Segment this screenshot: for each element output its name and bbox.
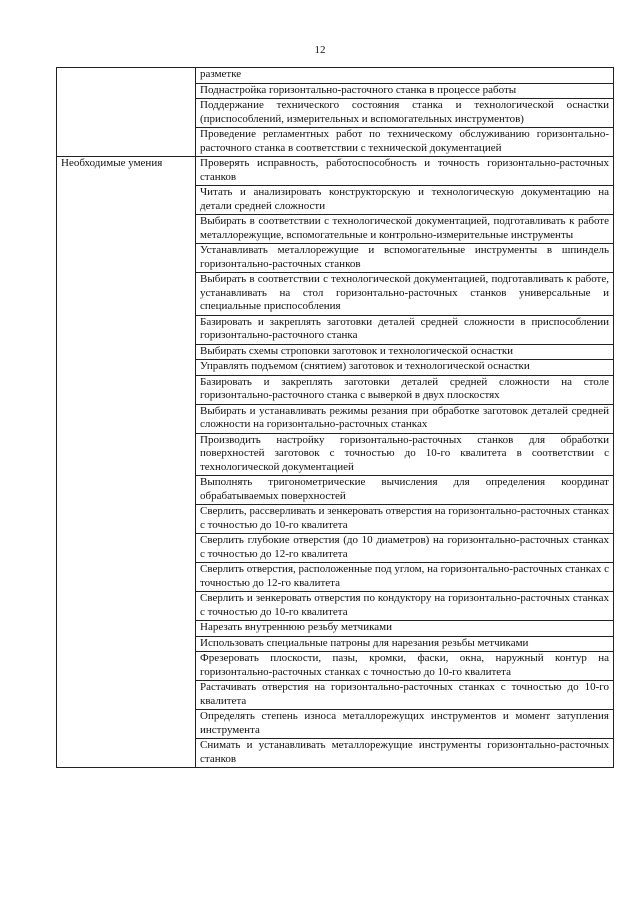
table-row	[57, 68, 614, 84]
table-cell: Выбирать схемы строповки заготовок и технологической оснастки	[196, 344, 614, 360]
table-cell: Использовать специальные патроны для нарезания резьбы метчиками	[196, 636, 614, 652]
table-row	[57, 157, 614, 186]
table-cell: Сверлить глубокие отверстия (до 10 диаметров) на горизонтально-расточных станках с точностью до 12-го квалитета	[196, 534, 614, 563]
table-cell: Растачивать отверстия на горизонтально-расточных станках с точностью до 10-го квалитета	[196, 681, 614, 710]
table-cell: Проведение регламентных работ по техническому обслуживанию горизонтально-расточного станка в соответствии с технической документацией	[196, 128, 614, 157]
table-cell: Поддержание технического состояния станка и технологической оснастки (приспособлений, измерительных и вспомогательных инструментов)	[196, 99, 614, 128]
table-cell: Сверлить отверстия, расположенные под углом, на горизонтально-расточных станках с точностью до 12-го квалитета	[196, 563, 614, 592]
table-cell: Поднастройка горизонтально-расточного станка в процессе работы	[196, 83, 614, 99]
category-cell-work-actions	[57, 68, 196, 157]
skills-table	[56, 67, 614, 768]
table-cell: Сверлить и зенкеровать отверстия по кондуктору на горизонтально-расточных станках с точностью до 10-го квалитета	[196, 592, 614, 621]
table-cell: Выбирать в соответствии с технологической документацией, подготавливать к работе, устанавливать на стол горизонтально-расточных станков универсальные и специальные приспособления	[196, 273, 614, 316]
table-cell: Базировать и закреплять заготовки деталей средней сложности в приспособлении горизонтально-расточного станка	[196, 315, 614, 344]
table-cell: Сверлить, рассверливать и зенкеровать отверстия на горизонтально-расточных станках с точностью до 10-го квалитета	[196, 505, 614, 534]
category-cell-required-skills: Необходимые умения	[57, 157, 196, 768]
table-cell: Производить настройку горизонтально-расточных станков для обработки поверхностей заготовок с точностью до 10-го квалитета в соответствии с технологической документацией	[196, 433, 614, 476]
table-cell: Читать и анализировать конструкторскую и технологическую документацию на детали средней сложности	[196, 186, 614, 215]
table-cell: Снимать и устанавливать металлорежущие инструменты горизонтально-расточных станков	[196, 739, 614, 768]
table-cell: Выбирать и устанавливать режимы резания при обработке заготовок деталей средней сложности на горизонтально-расточных станках	[196, 404, 614, 433]
table-cell: Выбирать в соответствии с технологической документацией, подготавливать к работе металлорежущие, вспомогательные и контрольно-измерительные инструменты	[196, 215, 614, 244]
table-cell: Базировать и закреплять заготовки деталей средней сложности на столе горизонтально-расточного станка с выверкой в двух плоскостях	[196, 375, 614, 404]
page-number: 12	[314, 44, 326, 56]
table-cell: Фрезеровать плоскости, пазы, кромки, фаски, окна, наружный контур на горизонтально-расточных станках с точностью до 10-го квалитета	[196, 652, 614, 681]
table-cell: Проверять исправность, работоспособность и точность горизонтально-расточных станков	[196, 157, 614, 186]
table-cell: Нарезать внутреннюю резьбу метчиками	[196, 621, 614, 637]
table-cell: Выполнять тригонометрические вычисления для определения координат обрабатываемых поверхностей	[196, 476, 614, 505]
table-cell: Устанавливать металлорежущие и вспомогательные инструменты в шпиндель горизонтально-расточных станков	[196, 244, 614, 273]
table-cell: разметке	[196, 68, 614, 84]
table-cell: Управлять подъемом (снятием) заготовок и технологической оснастки	[196, 360, 614, 376]
table-cell: Определять степень износа металлорежущих инструментов и момент затупления инструмента	[196, 710, 614, 739]
